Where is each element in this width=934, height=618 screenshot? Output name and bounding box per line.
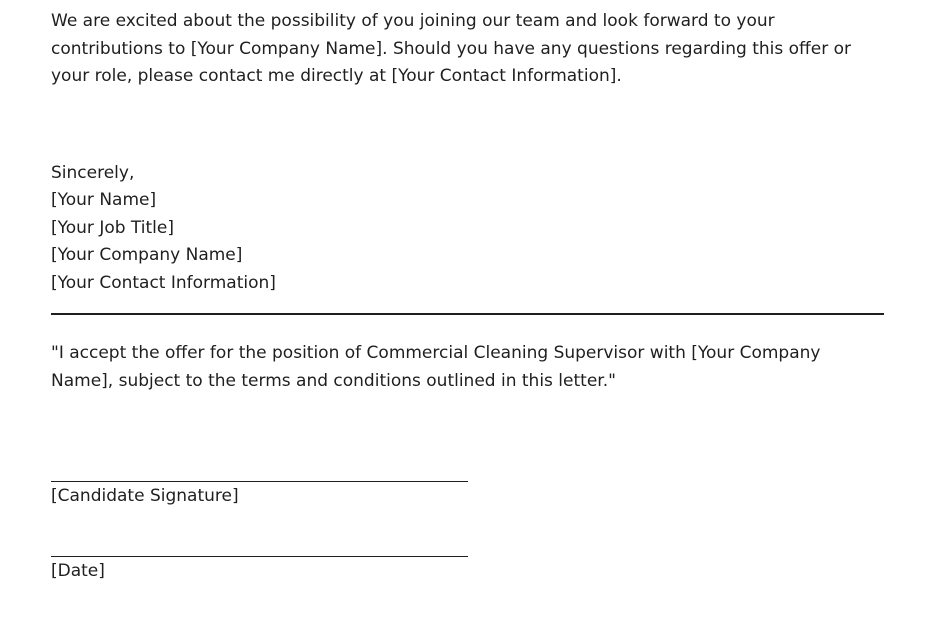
closing-paragraph: We are excited about the possibility of you joining our team and look forward to your contributions to [Your Company Name]. Should you have any questions regarding this offer or your role, please contact me directly at [Your Contact Information].	[51, 11, 851, 86]
acceptance-statement: "I accept the offer for the position of Commercial Cleaning Supervisor with [Your Company Name], subject to the terms and conditions outlined in this letter."	[51, 343, 821, 391]
date-label: [Date]	[51, 561, 105, 581]
sender-name: [Your Name]	[51, 190, 157, 210]
candidate-signature-field	[51, 481, 468, 511]
letter-body	[51, 8, 887, 395]
section-divider	[51, 313, 884, 315]
sender-company: [Your Company Name]	[51, 245, 243, 265]
date-line	[51, 556, 468, 557]
candidate-signature-label: [Candidate Signature]	[51, 486, 239, 506]
signature-block	[51, 160, 887, 298]
sender-contact: [Your Contact Information]	[51, 272, 276, 293]
signature-line	[51, 481, 468, 482]
sender-title: [Your Job Title]	[51, 217, 175, 238]
signoff: Sincerely,	[51, 162, 135, 183]
date-field	[51, 556, 468, 586]
